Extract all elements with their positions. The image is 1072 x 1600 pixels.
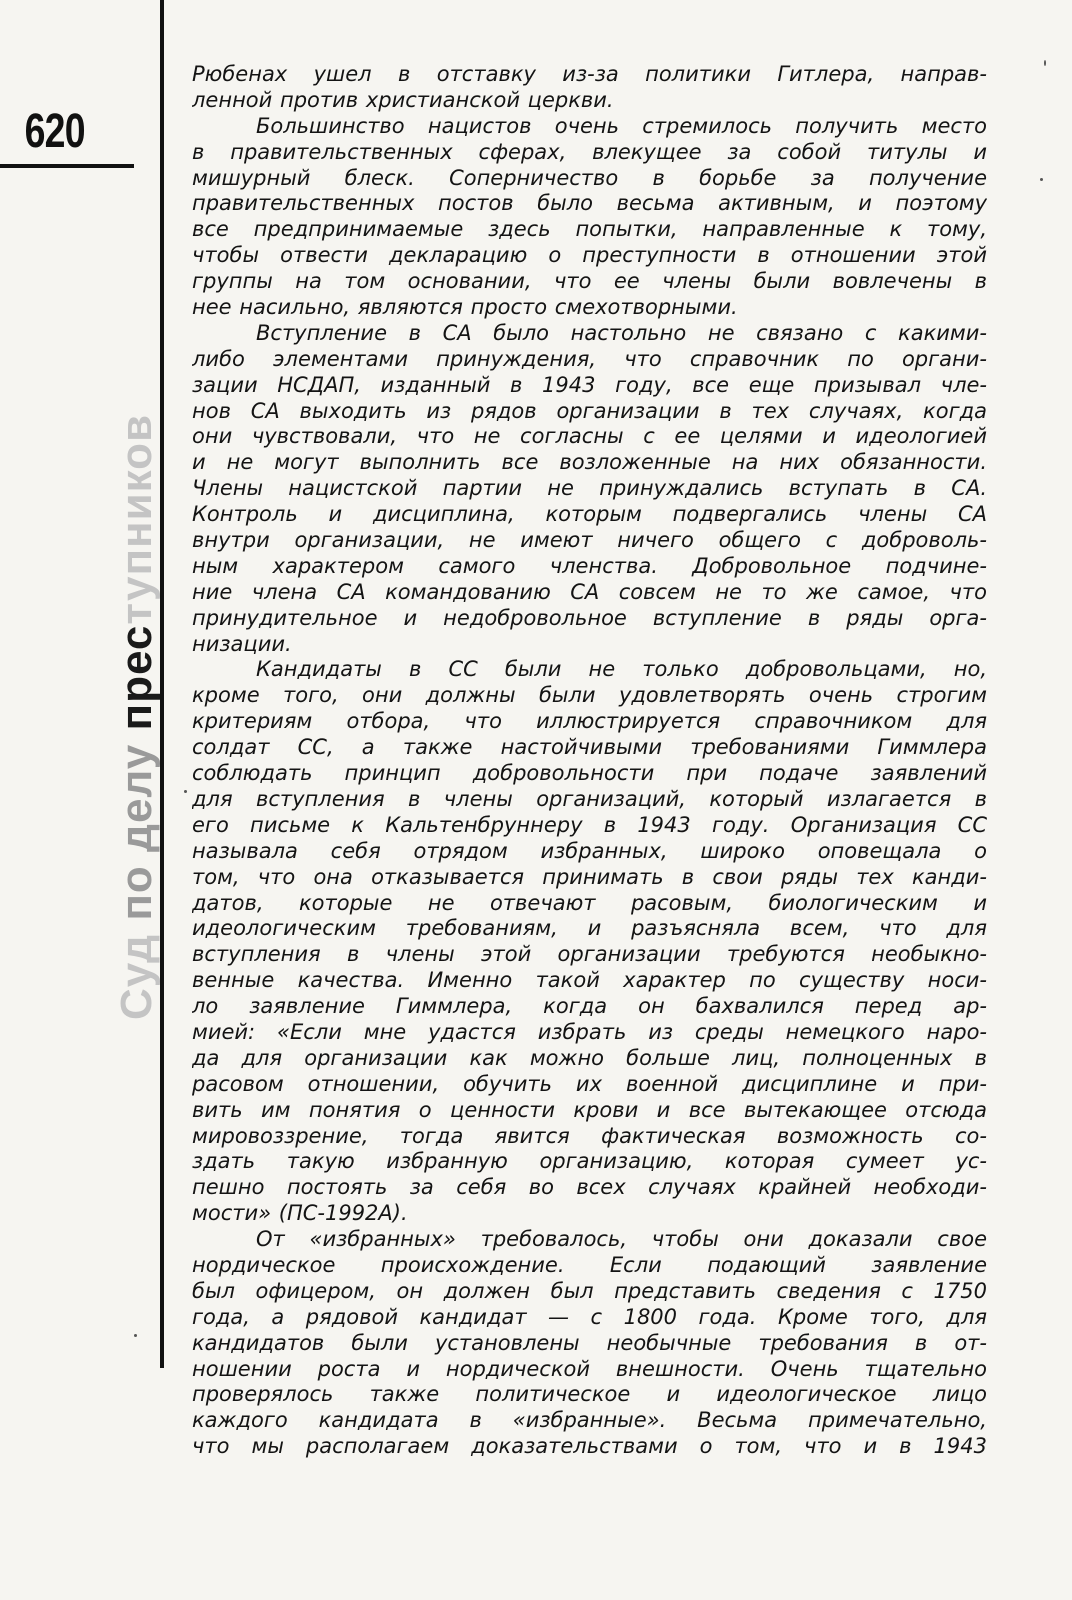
text-line-content: кроме того, они должны были удовлетворять очень строгим bbox=[192, 683, 987, 708]
text-line-content: Члены нацистской партии не принуждались вступать в СА. bbox=[192, 476, 987, 501]
text-line bbox=[192, 1149, 987, 1175]
text-line bbox=[192, 1098, 987, 1124]
text-line-content: либо элементами принуждения, что справочник по органи- bbox=[192, 346, 987, 371]
text-line bbox=[192, 761, 987, 787]
text-line bbox=[192, 1227, 987, 1253]
text-line bbox=[192, 787, 987, 813]
text-line bbox=[192, 968, 987, 994]
text-line-content: каждого кандидата в «избранные». Весьма примечательно, bbox=[192, 1408, 987, 1433]
running-head-word-3: прес bbox=[112, 624, 161, 731]
text-line bbox=[192, 916, 987, 942]
text-line-content: ношении роста и нордической внешности. Очень тщательно bbox=[192, 1356, 987, 1381]
text-line bbox=[192, 1279, 987, 1305]
text-line bbox=[192, 632, 987, 658]
text-line bbox=[192, 942, 987, 968]
running-head-word-2: делу bbox=[112, 743, 161, 852]
text-line-content: нов СА выходить из рядов организации в тех случаях, когда bbox=[192, 398, 987, 423]
text-line-content: года, а рядовой кандидат — с 1800 года. Кроме того, для bbox=[192, 1304, 987, 1329]
text-line-content: да для организации как можно больше лиц, полноценных в bbox=[192, 1045, 987, 1070]
text-line-content: ние члена СА командованию СА совсем не то же самое, что bbox=[192, 579, 987, 604]
text-line-content: называла себя отрядом избранных, широко оповещала о bbox=[192, 838, 987, 863]
text-line-content: его письме к Кальтенбруннеру в 1943 году. Организация СС bbox=[192, 812, 987, 837]
text-line bbox=[192, 1253, 987, 1279]
text-line bbox=[192, 1020, 987, 1046]
text-line bbox=[192, 528, 987, 554]
text-line bbox=[192, 62, 987, 88]
text-line bbox=[192, 1434, 987, 1460]
text-line-content: том, что она отказывается принимать в свои ряды тех канди- bbox=[192, 864, 987, 889]
text-line-content: идеологическим требованиям, и разъясняла всем, что для bbox=[192, 916, 987, 941]
text-line bbox=[192, 891, 987, 917]
scan-speck bbox=[1040, 178, 1043, 181]
text-line bbox=[192, 88, 987, 114]
running-head-word-1: по bbox=[112, 865, 161, 921]
text-line-content: здать такую избранную организацию, которая сумеет ус- bbox=[192, 1149, 987, 1174]
text-line-content: мости» (ПС-1992А). bbox=[192, 1201, 408, 1226]
text-line bbox=[192, 683, 987, 709]
text-line-content: Вступление в СА было настольно не связано с какими- bbox=[256, 320, 987, 345]
text-line bbox=[192, 476, 987, 502]
text-line-content: Большинство нацистов очень стремилось получить место bbox=[256, 113, 987, 138]
text-line-content: солдат СС, а также настойчивыми требованиями Гиммлера bbox=[192, 735, 987, 760]
text-line-content: нордическое происхождение. Если подающий заявление bbox=[192, 1252, 987, 1277]
text-line-content: ленной против христианской церкви. bbox=[192, 87, 614, 112]
scan-speck bbox=[1044, 60, 1046, 66]
scan-speck bbox=[184, 790, 187, 793]
text-line bbox=[192, 994, 987, 1020]
text-line bbox=[192, 140, 987, 166]
text-line-content: низации. bbox=[192, 631, 292, 656]
text-line bbox=[192, 580, 987, 606]
page-number: 620 bbox=[24, 105, 85, 158]
text-line bbox=[192, 347, 987, 373]
text-line bbox=[192, 839, 987, 865]
text-line-content: мией: «Если мне удастся избрать из среды немецкого наро- bbox=[192, 1019, 987, 1044]
text-line bbox=[192, 217, 987, 243]
scan-speck bbox=[134, 1334, 137, 1337]
text-line-content: группы на том основании, что ее члены были вовлечены в bbox=[192, 269, 987, 294]
text-line bbox=[192, 114, 987, 140]
text-line-content: Рюбенах ушел в отставку из-за политики Гитлера, направ- bbox=[192, 62, 987, 86]
text-line-content: в правительственных сферах, влекущее за собой титулы и bbox=[192, 139, 987, 164]
text-line bbox=[192, 1408, 987, 1434]
text-line bbox=[192, 295, 987, 321]
text-line bbox=[192, 709, 987, 735]
text-line-content: пешно постоять за себя во всех случаях крайней необходи- bbox=[192, 1175, 987, 1200]
text-line-content: соблюдать принцип добровольности при подаче заявлений bbox=[192, 761, 987, 786]
text-line bbox=[192, 243, 987, 269]
text-line bbox=[192, 606, 987, 632]
text-line-content: зации НСДАП, изданный в 1943 году, все еще призывал чле- bbox=[192, 372, 987, 397]
text-line bbox=[192, 1175, 987, 1201]
text-line-content: они чувствовали, что не согласны с ее целями и идеологией bbox=[192, 424, 987, 449]
text-line-content: От «избранных» требовалось, чтобы они доказали свое bbox=[256, 1227, 987, 1252]
text-line bbox=[192, 424, 987, 450]
text-line-content: вить им понятия о ценности крови и все вытекающее отсюда bbox=[192, 1097, 987, 1122]
text-line bbox=[192, 813, 987, 839]
text-line bbox=[192, 1382, 987, 1408]
text-line bbox=[192, 1046, 987, 1072]
text-line-content: вступления в члены этой организации требуются необыкно- bbox=[192, 942, 987, 967]
text-line bbox=[192, 1072, 987, 1098]
text-line bbox=[192, 269, 987, 295]
text-line-content: все предпринимаемые здесь попытки, направленные к тому, bbox=[192, 217, 987, 242]
text-line bbox=[192, 321, 987, 347]
text-line bbox=[192, 450, 987, 476]
text-line bbox=[192, 373, 987, 399]
text-line bbox=[192, 502, 987, 528]
text-line-content: внутри организации, не имеют ничего общего с доброволь- bbox=[192, 528, 987, 553]
text-line bbox=[192, 1124, 987, 1150]
text-line-content: чтобы отвести декларацию о преступности в отношении этой bbox=[192, 243, 987, 268]
text-line-content: для вступления в члены организаций, который излагается в bbox=[192, 786, 987, 811]
running-head bbox=[112, 414, 162, 1020]
text-line bbox=[192, 657, 987, 683]
text-line-content: и не могут выполнить все возложенные на них обязанности. bbox=[192, 450, 987, 475]
text-line-content: кандидатов были установлены необычные требования в от- bbox=[192, 1330, 987, 1355]
text-line-content: проверялось также политическое и идеологическое лицо bbox=[192, 1382, 987, 1407]
text-line-content: принудительное и недобровольное вступление в ряды орга- bbox=[192, 605, 987, 630]
text-line-content: датов, которые не отвечают расовым, биологическим и bbox=[192, 890, 987, 915]
body-text bbox=[192, 62, 987, 1460]
text-line-content: ным характером самого членства. Добровольное подчине- bbox=[192, 553, 987, 578]
text-line-content: ло заявление Гиммлера, когда он бахвалился перед ар- bbox=[192, 994, 987, 1019]
text-line-content: мировоззрение, тогда явится фактическая возможность со- bbox=[192, 1123, 987, 1148]
text-line bbox=[192, 554, 987, 580]
text-line bbox=[192, 1357, 987, 1383]
text-line-content: что мы располагаем доказательствами о том, что и в 1943 bbox=[192, 1434, 987, 1459]
text-line-content: расовом отношении, обучить их военной дисциплине и при- bbox=[192, 1071, 987, 1096]
text-line-content: правительственных постов было весьма активным, и поэтому bbox=[192, 191, 987, 216]
text-line-content: нее насильно, являются просто смехотворными. bbox=[192, 295, 738, 320]
page-number-rule bbox=[0, 164, 134, 168]
text-line-content: венные качества. Именно такой характер по существу носи- bbox=[192, 968, 987, 993]
text-line-content: Контроль и дисциплина, которым подвергались члены СА bbox=[192, 502, 987, 527]
text-line bbox=[192, 865, 987, 891]
text-line-content: Кандидаты в СС были не только добровольцами, но, bbox=[256, 657, 987, 682]
text-line bbox=[192, 166, 987, 192]
text-line-content: мишурный блеск. Соперничество в борьбе за получение bbox=[192, 165, 987, 190]
text-line bbox=[192, 1201, 987, 1227]
text-line bbox=[192, 1305, 987, 1331]
running-head-prefix: Суд bbox=[112, 933, 161, 1020]
text-line bbox=[192, 1331, 987, 1357]
running-head-rest: тупников bbox=[112, 413, 161, 625]
text-line-content: критериям отбора, что иллюстрируется справочником для bbox=[192, 709, 987, 734]
text-line bbox=[192, 735, 987, 761]
text-line-content: был офицером, он должен был представить сведения с 1750 bbox=[192, 1278, 987, 1303]
text-line bbox=[192, 191, 987, 217]
text-line bbox=[192, 399, 987, 425]
